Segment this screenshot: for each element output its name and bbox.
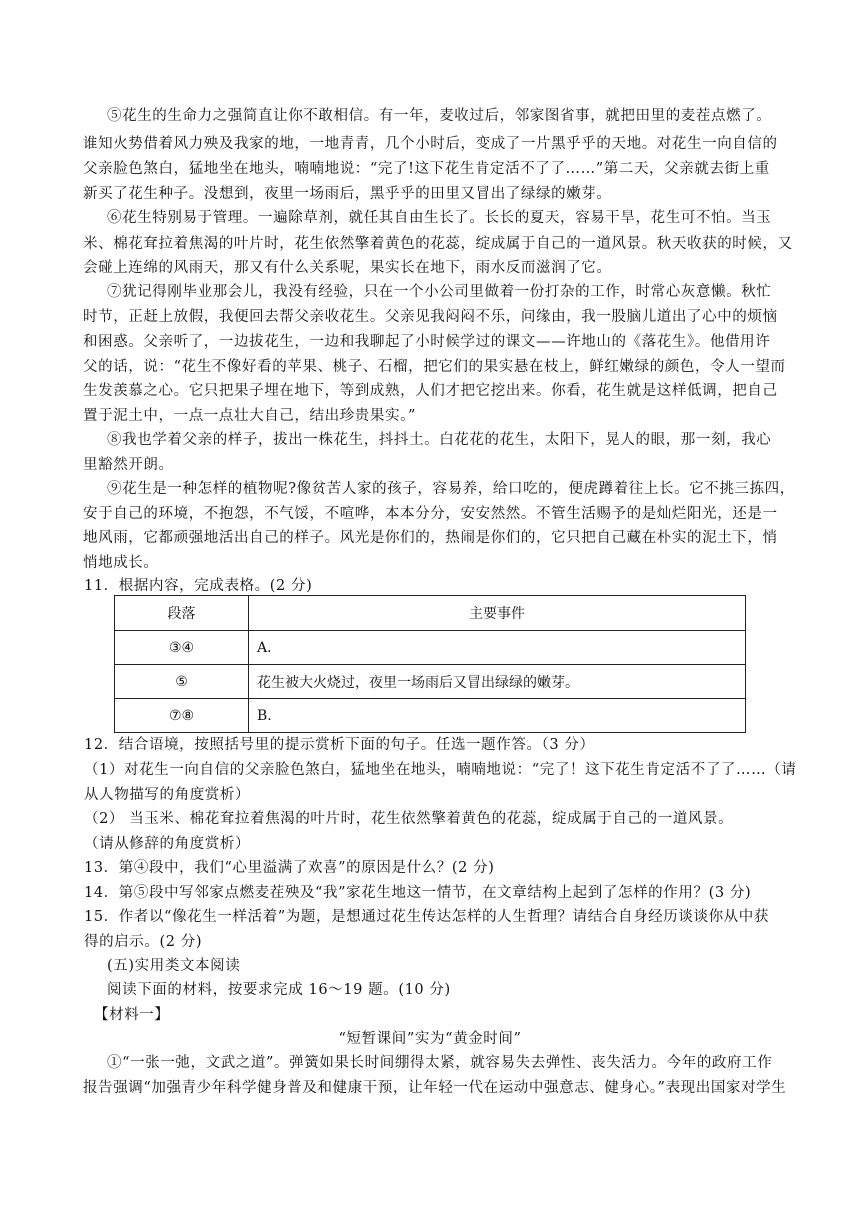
- question-12-2-hint: （请从修辞的角度赏析）: [84, 836, 251, 852]
- passage-line: 生发羡慕之心。它只把果子埋在地下，等到成熟，人们才把它挖出来。你看，花生就是这样低调，把自己: [83, 383, 778, 399]
- passage-line: 悄地成长。: [83, 555, 159, 571]
- passage-line: 父的话，说：“花生不像好看的苹果、桃子、石榴，把它们的果实悬在枝上，鲜红嫩绿的颜色，令人一望而: [83, 359, 786, 375]
- passage-line: 父亲脸色煞白，猛地坐在地头，喃喃地说：“完了!这下花生肯定活不了了……”第二天，父亲就去街上重: [83, 161, 770, 177]
- table-header-row: [115, 596, 746, 631]
- table-cell-paragraph: ③④: [115, 631, 249, 665]
- table-row: [115, 699, 746, 733]
- passage-line: ⑧我也学着父亲的样子，拔出一株花生，抖抖土。白花花的花生，太阳下，晃人的眼，那一刻，我心: [107, 432, 772, 448]
- material-title: “短暂课间”实为“黄金时间”: [338, 1031, 522, 1047]
- passage-line: 安于自己的环境，不抱怨，不气馁，不喧哗，本本分分，安安然然。不管生活赐予的是灿烂阳光，还是一: [83, 506, 778, 522]
- question-15: 15．作者以“像花生一样活着”为题，是想通过花生传达怎样的人生哲理？请结合自身经历谈谈你从中获: [84, 909, 769, 925]
- question-14: 14．第⑤段中写邻家点燃麦茬殃及“我”家花生地这一情节，在文章结构上起到了怎样的作用？(3 分): [84, 885, 752, 901]
- section-instruction: 阅读下面的材料，按要求完成 16～19 题。(10 分): [107, 982, 451, 998]
- question-12-2: （2） 当玉米、棉花耷拉着焦渴的叶片时，花生依然擎着黄色的花蕊，绽成属于自己的一道风景。: [84, 811, 734, 827]
- question-13: 13．第④段中，我们“心里溢满了欢喜”的原因是什么？(2 分): [84, 860, 495, 876]
- passage-line: ⑥花生特别易于管理。一遍除草剂，就任其自由生长了。长长的夏天，容易干旱，花生可不怕。当玉: [107, 210, 772, 226]
- passage-line: 时节，正赶上放假，我便回去帮父亲收花生。父亲见我闷闷不乐，问缘由，我一股脑儿道出了心中的烦恼: [83, 309, 778, 325]
- question-11: 11．根据内容，完成表格。(2 分): [84, 578, 313, 594]
- question-12: 12．结合语境，按照括号里的提示赏析下面的句子。任选一题作答。（3 分）: [84, 737, 595, 753]
- passage-line: ⑦犹记得刚毕业那会儿，我没有经验，只在一个小公司里做着一份打杂的工作，时常心灰意懒。秋忙: [107, 284, 772, 300]
- material-line: ①“一张一弛，文武之道”。弹簧如果长时间绷得太紧，就容易失去弹性、丧失活力。今年的政府工作: [107, 1055, 773, 1071]
- question-12-1-hint: 从人物描写的角度赏析）: [84, 787, 251, 803]
- passage-line: ⑨花生是一种怎样的植物呢?像贫苦人家的孩子，容易养，给口吃的，便虎蹲着往上长。它不挑三拣四，: [107, 481, 795, 497]
- passage-line: ⑤花生的生命力之强简直让你不敢相信。有一年，麦收过后，邻家图省事，就把田里的麦茬点燃了。: [107, 108, 772, 124]
- passage-line: 置于泥土中，一点一点壮大自己，结出珍贵果实。”: [83, 408, 416, 424]
- table-row: [115, 631, 746, 665]
- table-cell-paragraph: ⑤: [115, 665, 249, 699]
- table-cell-paragraph: ⑦⑧: [115, 699, 249, 733]
- material-label: 【材料一】: [94, 1007, 170, 1023]
- table-cell-event[interactable]: B.: [249, 699, 746, 733]
- passage-line: 地风雨，它都顽强地活出自己的样子。风光是你们的，热闹是你们的，它只把自己藏在朴实的泥土下，悄: [83, 530, 778, 546]
- table-row: [115, 665, 746, 699]
- material-line: 报告强调“加强青少年科学健身普及和健康干预，让年轻一代在运动中强意志、健身心。”表现出国家对学生: [83, 1080, 787, 1096]
- passage-line: 谁知火势借着风力殃及我家的地，一地青青，几个小时后，变成了一片黑乎乎的天地。对花生一向自信的: [83, 136, 778, 152]
- table-header-cell: 段落: [115, 596, 249, 631]
- passage-line: 米、棉花耷拉着焦渴的叶片时，花生依然擎着黄色的花蕊，绽成属于自己的一道风景。秋天收获的时候，又: [83, 236, 793, 252]
- table-cell-event: 花生被大火烧过，夜里一场雨后又冒出绿绿的嫩芽。: [249, 665, 746, 699]
- answer-table: [114, 595, 746, 733]
- table-cell-event[interactable]: A.: [249, 631, 746, 665]
- question-15-cont: 得的启示。(2 分): [84, 934, 203, 950]
- table-header-cell: 主要事件: [249, 596, 746, 631]
- passage-line: 里豁然开朗。: [83, 457, 174, 473]
- passage-line: 和困惑。父亲听了，一边拔花生，一边和我聊起了小时候学过的课文——许地山的《落花生》。他借用许: [83, 334, 771, 350]
- passage-line: 会碰上连绵的风雨天，那又有什么关系呢，果实长在地下，雨水反而滋润了它。: [83, 260, 612, 276]
- passage-line: 新买了花生种子。没想到，夜里一场雨后，黑乎乎的田里又冒出了绿绿的嫩芽。: [83, 186, 612, 202]
- section-heading: (五)实用类文本阅读: [107, 958, 241, 974]
- question-12-1: （1）对花生一向自信的父亲脸色煞白，猛地坐在地头，喃喃地说：“完了！这下花生肯定活不了了……（请: [84, 762, 797, 778]
